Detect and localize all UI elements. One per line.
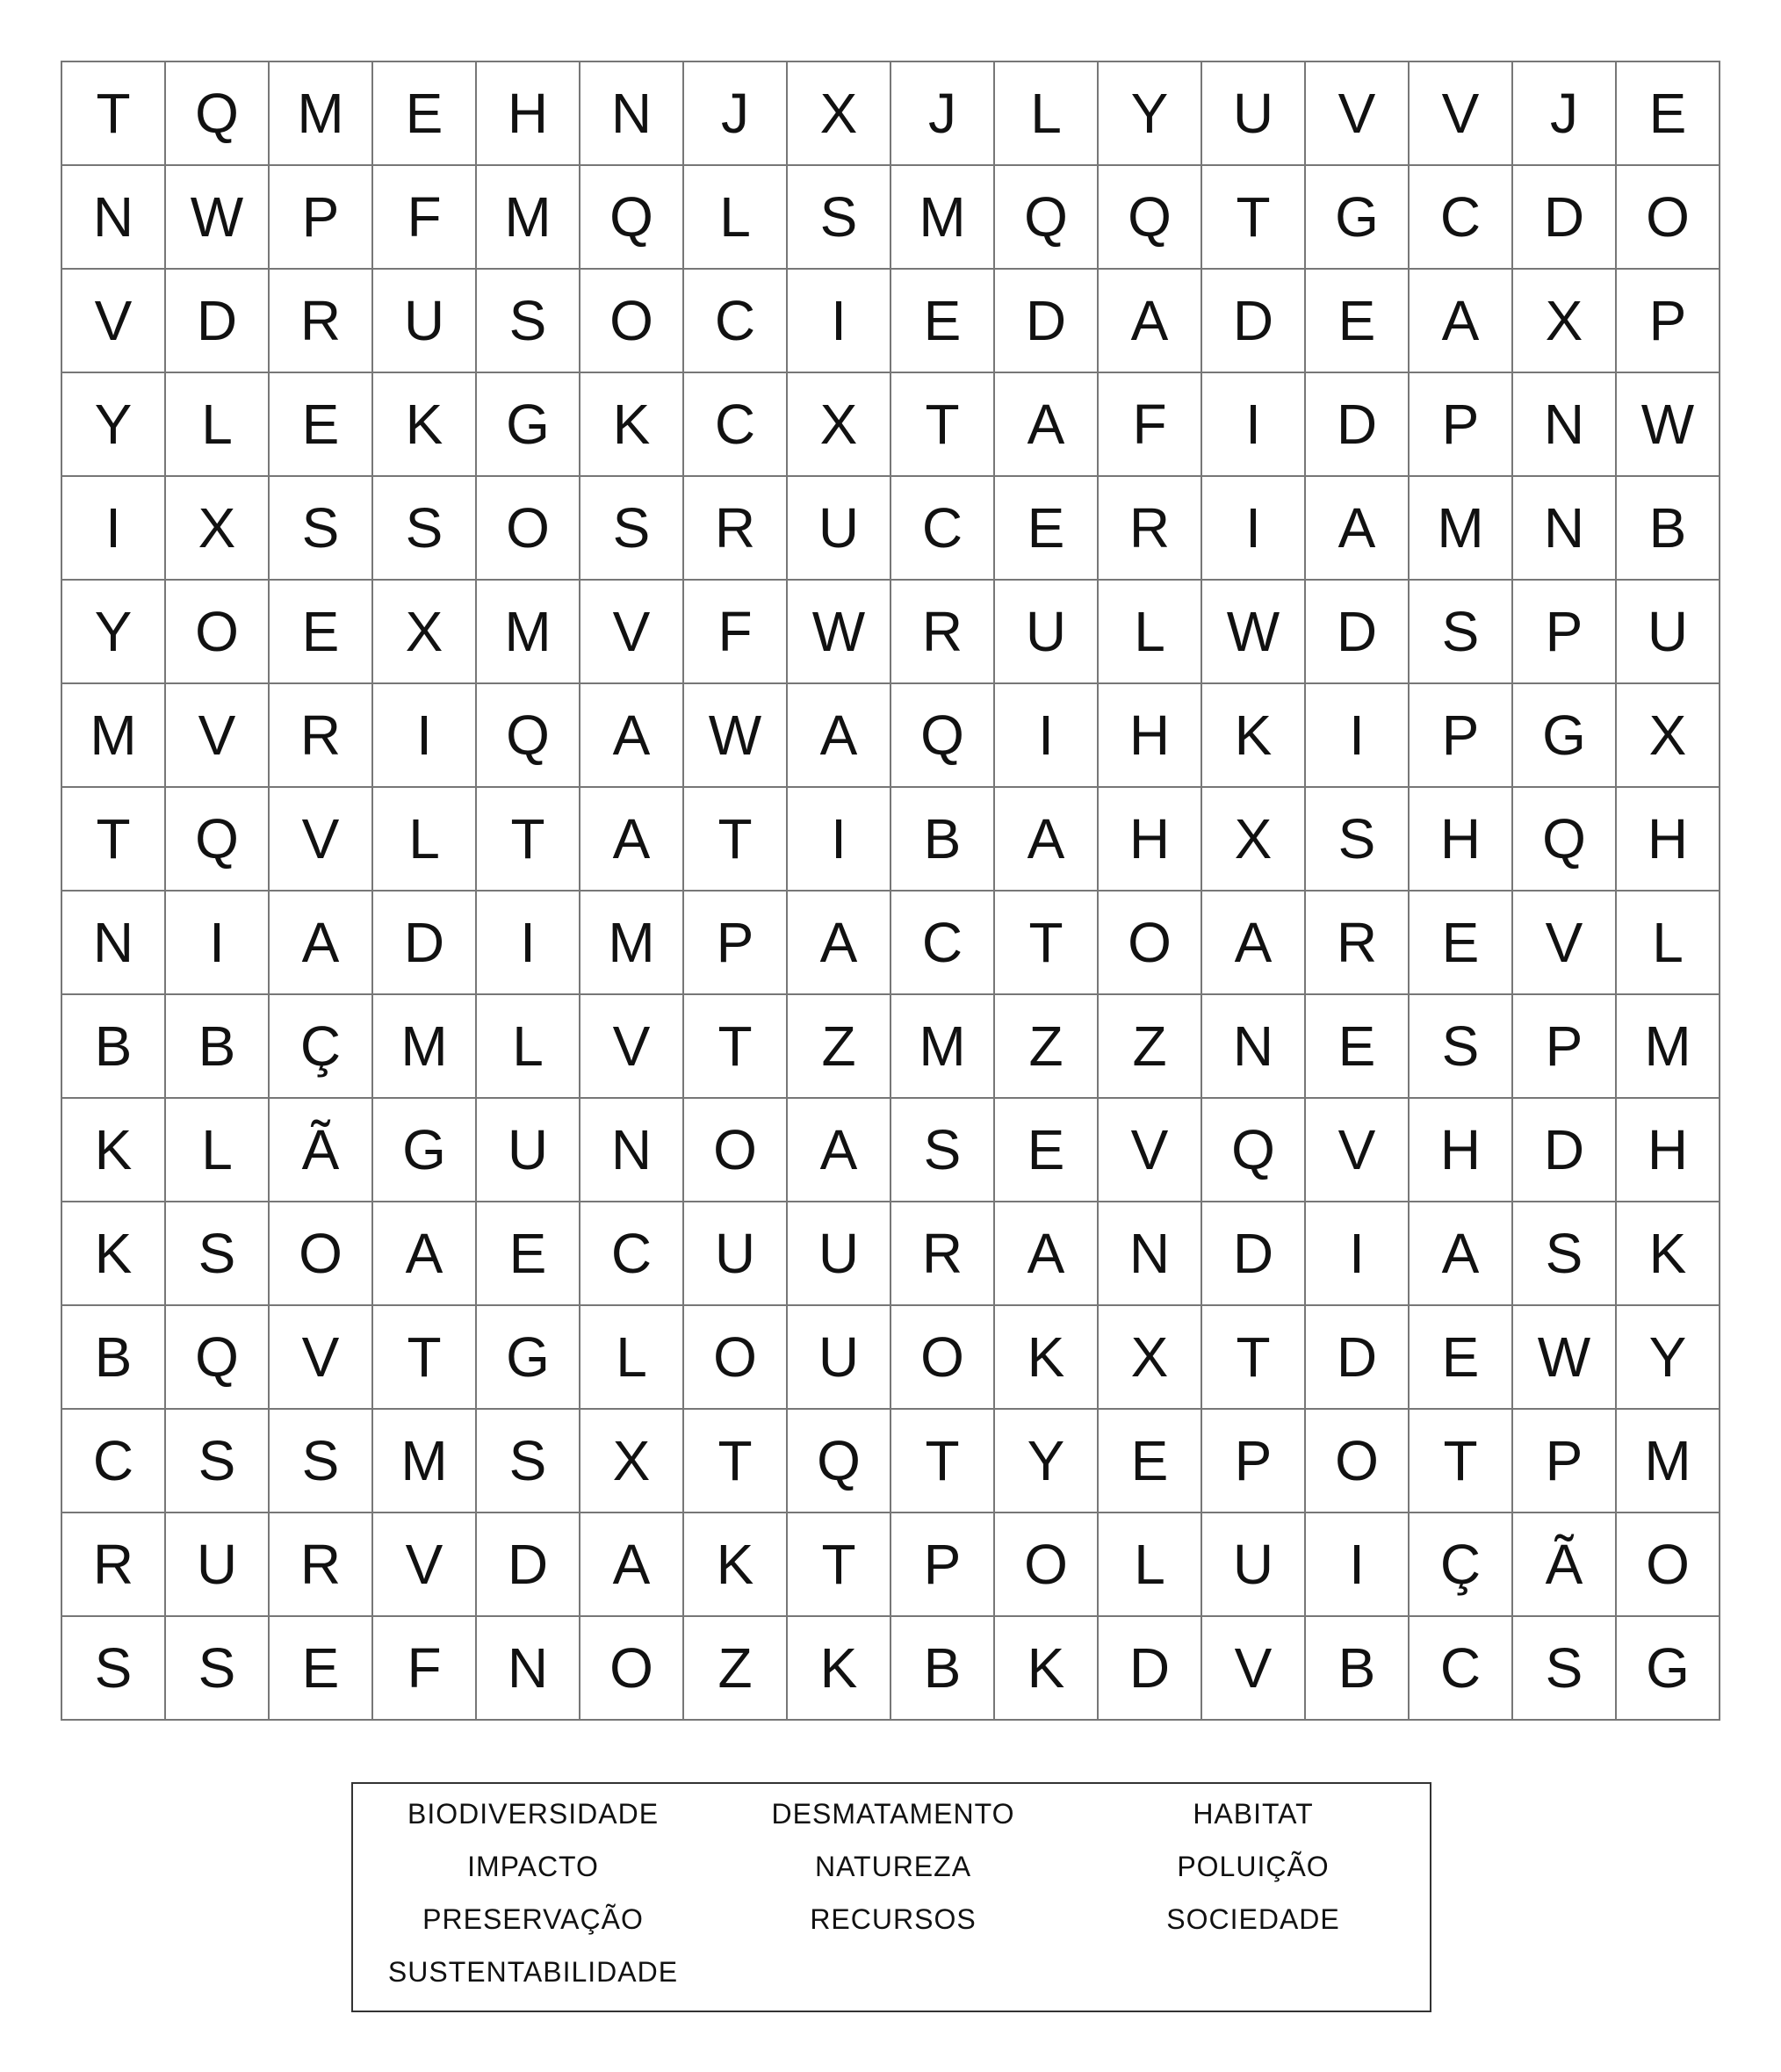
grid-cell[interactable]: Y — [995, 1410, 1099, 1513]
grid-cell[interactable]: I — [1202, 477, 1306, 581]
grid-cell[interactable]: P — [1513, 995, 1617, 1099]
grid-cell[interactable]: O — [1617, 1513, 1720, 1617]
grid-cell[interactable]: B — [891, 1617, 995, 1721]
grid-cell[interactable]: O — [1306, 1410, 1410, 1513]
grid-cell[interactable]: A — [1202, 892, 1306, 995]
grid-cell[interactable]: B — [1617, 477, 1720, 581]
grid-cell[interactable]: P — [684, 892, 788, 995]
grid-cell[interactable]: L — [373, 788, 477, 892]
word-item: SOCIEDADE — [1166, 1903, 1340, 1935]
grid-cell[interactable]: C — [62, 1410, 166, 1513]
grid-cell[interactable]: O — [477, 477, 580, 581]
grid-cell[interactable]: N — [1202, 995, 1306, 1099]
grid-cell[interactable]: L — [1099, 1513, 1202, 1617]
grid-cell[interactable]: Q — [995, 166, 1099, 270]
grid-cell[interactable]: Q — [166, 788, 270, 892]
grid-cell[interactable]: F — [684, 581, 788, 684]
grid-cell[interactable]: O — [166, 581, 270, 684]
grid-cell[interactable]: A — [995, 788, 1099, 892]
grid-cell[interactable]: M — [580, 892, 684, 995]
grid-cell[interactable]: D — [1306, 1306, 1410, 1410]
grid-cell[interactable]: U — [684, 1202, 788, 1306]
grid-cell[interactable]: J — [1513, 62, 1617, 166]
grid-cell[interactable]: W — [166, 166, 270, 270]
grid-cell[interactable]: L — [166, 1099, 270, 1202]
grid-cell[interactable]: K — [62, 1202, 166, 1306]
grid-cell[interactable]: Q — [1099, 166, 1202, 270]
grid-cell[interactable]: X — [373, 581, 477, 684]
word-item: POLUIÇÃO — [1177, 1851, 1330, 1882]
grid-cell[interactable]: L — [1099, 581, 1202, 684]
grid-cell[interactable]: T — [788, 1513, 891, 1617]
grid-cell[interactable]: B — [166, 995, 270, 1099]
grid-cell[interactable]: P — [1617, 270, 1720, 373]
grid-cell[interactable]: T — [891, 373, 995, 477]
grid-cell[interactable]: X — [1617, 684, 1720, 788]
grid-cell[interactable]: W — [1617, 373, 1720, 477]
grid-cell[interactable]: Q — [477, 684, 580, 788]
grid-cell[interactable]: P — [1513, 581, 1617, 684]
grid-cell[interactable]: R — [270, 684, 373, 788]
grid-cell[interactable]: L — [580, 1306, 684, 1410]
grid-cell[interactable]: I — [1306, 684, 1410, 788]
grid-cell[interactable]: T — [1410, 1410, 1513, 1513]
grid-cell[interactable]: I — [995, 684, 1099, 788]
grid-cell[interactable]: V — [166, 684, 270, 788]
grid-cell[interactable]: V — [1410, 62, 1513, 166]
grid-cell[interactable]: E — [1306, 995, 1410, 1099]
grid-cell[interactable]: B — [62, 1306, 166, 1410]
grid-cell[interactable]: Ã — [270, 1099, 373, 1202]
grid-cell[interactable]: R — [270, 270, 373, 373]
grid-cell[interactable]: S — [1410, 995, 1513, 1099]
grid-cell[interactable]: S — [166, 1202, 270, 1306]
grid-cell[interactable]: T — [684, 995, 788, 1099]
grid-cell[interactable]: C — [684, 373, 788, 477]
grid-cell[interactable]: Y — [62, 373, 166, 477]
grid-cell[interactable]: A — [995, 1202, 1099, 1306]
grid-cell[interactable]: W — [1202, 581, 1306, 684]
grid-cell[interactable]: A — [580, 1513, 684, 1617]
grid-cell[interactable]: E — [270, 373, 373, 477]
grid-cell[interactable]: H — [1410, 1099, 1513, 1202]
word-search-grid — [61, 61, 1720, 1721]
grid-cell[interactable]: S — [891, 1099, 995, 1202]
word-item: BIODIVERSIDADE — [407, 1798, 660, 1830]
grid-cell[interactable]: K — [1202, 684, 1306, 788]
grid-cell[interactable]: X — [788, 62, 891, 166]
grid-cell[interactable]: Q — [1202, 1099, 1306, 1202]
grid-cell[interactable]: S — [166, 1410, 270, 1513]
grid-cell[interactable]: K — [1617, 1202, 1720, 1306]
grid-cell[interactable]: K — [788, 1617, 891, 1721]
grid-cell[interactable]: P — [1410, 684, 1513, 788]
grid-cell[interactable]: N — [1513, 477, 1617, 581]
grid-cell[interactable]: R — [62, 1513, 166, 1617]
grid-cell[interactable]: V — [373, 1513, 477, 1617]
grid-cell[interactable]: P — [1202, 1410, 1306, 1513]
grid-cell[interactable]: R — [891, 1202, 995, 1306]
grid-cell[interactable]: V — [1306, 62, 1410, 166]
grid-cell[interactable]: N — [62, 892, 166, 995]
grid-cell[interactable]: Q — [788, 1410, 891, 1513]
grid-cell[interactable]: J — [891, 62, 995, 166]
grid-cell[interactable]: K — [62, 1099, 166, 1202]
grid-cell[interactable]: P — [1513, 1410, 1617, 1513]
grid-cell[interactable]: B — [62, 995, 166, 1099]
grid-cell[interactable]: D — [1513, 1099, 1617, 1202]
grid-cell[interactable]: U — [788, 1306, 891, 1410]
grid-cell[interactable]: L — [477, 995, 580, 1099]
grid-cell[interactable]: V — [270, 788, 373, 892]
grid-cell[interactable]: P — [1410, 373, 1513, 477]
grid-cell[interactable]: Z — [684, 1617, 788, 1721]
grid-cell[interactable]: A — [1410, 1202, 1513, 1306]
grid-cell[interactable]: S — [788, 166, 891, 270]
grid-cell[interactable]: S — [373, 477, 477, 581]
grid-cell[interactable]: P — [891, 1513, 995, 1617]
grid-cell[interactable]: G — [477, 373, 580, 477]
grid-cell[interactable]: O — [270, 1202, 373, 1306]
grid-cell[interactable]: R — [270, 1513, 373, 1617]
grid-cell[interactable]: Z — [788, 995, 891, 1099]
grid-cell[interactable]: E — [1617, 62, 1720, 166]
grid-cell[interactable]: T — [62, 62, 166, 166]
grid-cell[interactable]: Q — [580, 166, 684, 270]
grid-cell[interactable]: D — [1306, 373, 1410, 477]
grid-cell[interactable]: S — [1410, 581, 1513, 684]
grid-cell[interactable]: U — [373, 270, 477, 373]
grid-cell[interactable]: E — [995, 477, 1099, 581]
word-item: HABITAT — [1193, 1798, 1314, 1830]
grid-cell[interactable]: Ã — [1513, 1513, 1617, 1617]
grid-cell[interactable]: E — [477, 1202, 580, 1306]
grid-cell[interactable]: W — [684, 684, 788, 788]
grid-cell[interactable]: G — [1513, 684, 1617, 788]
grid-cell[interactable]: X — [1513, 270, 1617, 373]
grid-cell[interactable]: N — [477, 1617, 580, 1721]
grid-cell[interactable]: N — [62, 166, 166, 270]
grid-cell[interactable]: M — [891, 166, 995, 270]
grid-cell[interactable]: D — [995, 270, 1099, 373]
grid-cell[interactable]: B — [1306, 1617, 1410, 1721]
grid-cell[interactable]: W — [788, 581, 891, 684]
grid-cell[interactable]: Z — [1099, 995, 1202, 1099]
grid-cell[interactable]: A — [788, 684, 891, 788]
grid-cell[interactable]: E — [1099, 1410, 1202, 1513]
word-list-column — [353, 1784, 713, 1998]
grid-cell[interactable]: U — [1202, 1513, 1306, 1617]
grid-cell[interactable]: M — [477, 166, 580, 270]
grid-cell[interactable]: X — [580, 1410, 684, 1513]
grid-cell[interactable]: I — [788, 788, 891, 892]
grid-cell[interactable]: M — [373, 995, 477, 1099]
grid-cell[interactable]: D — [1202, 1202, 1306, 1306]
grid-cell[interactable]: X — [166, 477, 270, 581]
grid-cell[interactable]: U — [1202, 62, 1306, 166]
grid-cell[interactable]: N — [1513, 373, 1617, 477]
grid-cell[interactable]: D — [166, 270, 270, 373]
grid-cell[interactable]: V — [1513, 892, 1617, 995]
grid-cell[interactable]: O — [1099, 892, 1202, 995]
grid-cell[interactable]: E — [1306, 270, 1410, 373]
grid-cell[interactable]: R — [1099, 477, 1202, 581]
grid-cell[interactable]: L — [995, 62, 1099, 166]
grid-cell[interactable]: V — [580, 995, 684, 1099]
grid-cell[interactable]: T — [684, 788, 788, 892]
grid-cell[interactable]: S — [1513, 1617, 1617, 1721]
grid-cell[interactable]: O — [580, 270, 684, 373]
grid-cell[interactable]: C — [1410, 1617, 1513, 1721]
grid-cell[interactable]: Z — [995, 995, 1099, 1099]
grid-cell[interactable]: A — [1099, 270, 1202, 373]
grid-cell[interactable]: M — [62, 684, 166, 788]
grid-cell[interactable]: G — [373, 1099, 477, 1202]
grid-cell[interactable]: H — [1099, 788, 1202, 892]
grid-cell[interactable]: R — [684, 477, 788, 581]
grid-cell[interactable]: I — [1306, 1513, 1410, 1617]
grid-cell[interactable]: E — [270, 1617, 373, 1721]
grid-cell[interactable]: S — [1306, 788, 1410, 892]
grid-cell[interactable]: S — [580, 477, 684, 581]
grid-cell[interactable]: A — [270, 892, 373, 995]
grid-cell[interactable]: Q — [891, 684, 995, 788]
grid-cell[interactable]: O — [1617, 166, 1720, 270]
grid-cell[interactable]: I — [166, 892, 270, 995]
grid-cell[interactable]: D — [1306, 581, 1410, 684]
grid-cell[interactable]: S — [477, 270, 580, 373]
grid-cell[interactable]: B — [891, 788, 995, 892]
grid-cell[interactable]: U — [788, 1202, 891, 1306]
grid-cell[interactable]: Y — [62, 581, 166, 684]
grid-cell[interactable]: W — [1513, 1306, 1617, 1410]
word-list-box — [351, 1782, 1431, 2012]
grid-cell[interactable]: A — [788, 1099, 891, 1202]
grid-cell[interactable]: E — [891, 270, 995, 373]
grid-cell[interactable]: T — [995, 892, 1099, 995]
grid-cell[interactable]: A — [995, 373, 1099, 477]
grid-cell[interactable]: V — [1306, 1099, 1410, 1202]
grid-cell[interactable]: R — [891, 581, 995, 684]
grid-cell[interactable]: L — [684, 166, 788, 270]
word-list-column — [1073, 1784, 1433, 1946]
grid-cell[interactable]: I — [1306, 1202, 1410, 1306]
grid-cell[interactable]: X — [1099, 1306, 1202, 1410]
grid-cell[interactable]: T — [62, 788, 166, 892]
grid-cell[interactable]: E — [1410, 1306, 1513, 1410]
grid-cell[interactable]: E — [373, 62, 477, 166]
grid-cell[interactable]: D — [1513, 166, 1617, 270]
grid-cell[interactable]: I — [477, 892, 580, 995]
grid-cell[interactable]: Q — [166, 1306, 270, 1410]
grid-cell[interactable]: G — [477, 1306, 580, 1410]
grid-cell[interactable]: O — [684, 1099, 788, 1202]
grid-cell[interactable]: C — [684, 270, 788, 373]
grid-cell[interactable]: S — [270, 477, 373, 581]
grid-cell[interactable]: Ç — [270, 995, 373, 1099]
grid-cell[interactable]: T — [1202, 166, 1306, 270]
grid-cell[interactable]: F — [373, 1617, 477, 1721]
grid-cell[interactable]: M — [270, 62, 373, 166]
grid-cell[interactable]: N — [580, 62, 684, 166]
grid-cell[interactable]: Q — [1513, 788, 1617, 892]
grid-cell[interactable]: V — [1099, 1099, 1202, 1202]
grid-cell[interactable]: I — [788, 270, 891, 373]
grid-cell[interactable]: M — [891, 995, 995, 1099]
grid-cell[interactable]: M — [1410, 477, 1513, 581]
grid-cell[interactable]: T — [1202, 1306, 1306, 1410]
grid-cell[interactable]: N — [1099, 1202, 1202, 1306]
grid-cell[interactable]: M — [477, 581, 580, 684]
grid-cell[interactable]: T — [373, 1306, 477, 1410]
grid-cell[interactable]: U — [166, 1513, 270, 1617]
grid-cell[interactable]: O — [580, 1617, 684, 1721]
grid-cell[interactable]: V — [1202, 1617, 1306, 1721]
grid-cell[interactable]: H — [1410, 788, 1513, 892]
grid-cell[interactable]: I — [373, 684, 477, 788]
grid-cell[interactable]: T — [477, 788, 580, 892]
grid-cell[interactable]: S — [477, 1410, 580, 1513]
grid-cell[interactable]: X — [1202, 788, 1306, 892]
grid-cell[interactable]: P — [270, 166, 373, 270]
grid-cell[interactable]: A — [580, 788, 684, 892]
grid-cell[interactable]: S — [1513, 1202, 1617, 1306]
grid-cell[interactable]: H — [1617, 1099, 1720, 1202]
word-item: RECURSOS — [810, 1903, 977, 1935]
grid-cell[interactable]: F — [373, 166, 477, 270]
grid-cell[interactable]: U — [995, 581, 1099, 684]
grid-cell[interactable]: C — [580, 1202, 684, 1306]
grid-cell[interactable]: E — [995, 1099, 1099, 1202]
grid-cell[interactable]: K — [995, 1306, 1099, 1410]
grid-cell[interactable]: U — [477, 1099, 580, 1202]
grid-cell[interactable]: S — [166, 1617, 270, 1721]
grid-cell[interactable]: D — [477, 1513, 580, 1617]
grid-cell[interactable]: S — [62, 1617, 166, 1721]
grid-cell[interactable]: T — [684, 1410, 788, 1513]
grid-cell[interactable]: N — [580, 1099, 684, 1202]
grid-cell[interactable]: A — [788, 892, 891, 995]
grid-cell[interactable]: V — [62, 270, 166, 373]
grid-cell[interactable]: A — [1410, 270, 1513, 373]
grid-cell[interactable]: G — [1617, 1617, 1720, 1721]
grid-cell[interactable]: D — [1099, 1617, 1202, 1721]
grid-cell[interactable]: J — [684, 62, 788, 166]
grid-cell[interactable]: R — [1306, 892, 1410, 995]
grid-cell[interactable]: M — [1617, 995, 1720, 1099]
grid-cell[interactable]: X — [788, 373, 891, 477]
grid-cell[interactable]: I — [1202, 373, 1306, 477]
word-list-column — [713, 1784, 1073, 1946]
grid-cell[interactable]: A — [373, 1202, 477, 1306]
grid-cell[interactable]: H — [477, 62, 580, 166]
grid-cell[interactable]: V — [580, 581, 684, 684]
grid-cell[interactable]: K — [373, 373, 477, 477]
grid-cell[interactable]: L — [166, 373, 270, 477]
grid-cell[interactable]: I — [62, 477, 166, 581]
word-item: PRESERVAÇÃO — [422, 1903, 644, 1935]
grid-cell[interactable]: Y — [1099, 62, 1202, 166]
grid-cell[interactable]: C — [891, 477, 995, 581]
word-item: IMPACTO — [467, 1851, 599, 1882]
grid-cell[interactable]: Ç — [1410, 1513, 1513, 1617]
grid-cell[interactable]: K — [580, 373, 684, 477]
grid-cell[interactable]: L — [1617, 892, 1720, 995]
word-item: DESMATAMENTO — [771, 1798, 1015, 1830]
grid-cell[interactable]: O — [995, 1513, 1099, 1617]
grid-cell[interactable]: O — [891, 1306, 995, 1410]
word-item: SUSTENTABILIDADE — [387, 1956, 679, 1988]
grid-cell[interactable]: E — [1410, 892, 1513, 995]
grid-cell[interactable]: F — [1099, 373, 1202, 477]
grid-cell[interactable]: A — [580, 684, 684, 788]
grid-cell[interactable]: M — [373, 1410, 477, 1513]
grid-cell[interactable]: C — [1410, 166, 1513, 270]
grid-cell[interactable]: H — [1617, 788, 1720, 892]
grid-cell[interactable]: C — [891, 892, 995, 995]
grid-cell[interactable]: Y — [1617, 1306, 1720, 1410]
grid-cell[interactable]: U — [788, 477, 891, 581]
grid-cell[interactable]: O — [684, 1306, 788, 1410]
grid-cell[interactable]: Q — [166, 62, 270, 166]
grid-cell[interactable]: K — [684, 1513, 788, 1617]
grid-cell[interactable]: K — [995, 1617, 1099, 1721]
grid-cell[interactable]: T — [891, 1410, 995, 1513]
grid-cell[interactable]: U — [1617, 581, 1720, 684]
word-item: NATUREZA — [814, 1851, 972, 1882]
grid-cell[interactable]: A — [1306, 477, 1410, 581]
grid-cell[interactable]: E — [270, 581, 373, 684]
grid-cell[interactable]: M — [1617, 1410, 1720, 1513]
grid-cell[interactable]: V — [270, 1306, 373, 1410]
grid-cell[interactable]: G — [1306, 166, 1410, 270]
grid-cell[interactable]: S — [270, 1410, 373, 1513]
grid-cell[interactable]: D — [373, 892, 477, 995]
grid-cell[interactable]: H — [1099, 684, 1202, 788]
grid-cell[interactable]: D — [1202, 270, 1306, 373]
